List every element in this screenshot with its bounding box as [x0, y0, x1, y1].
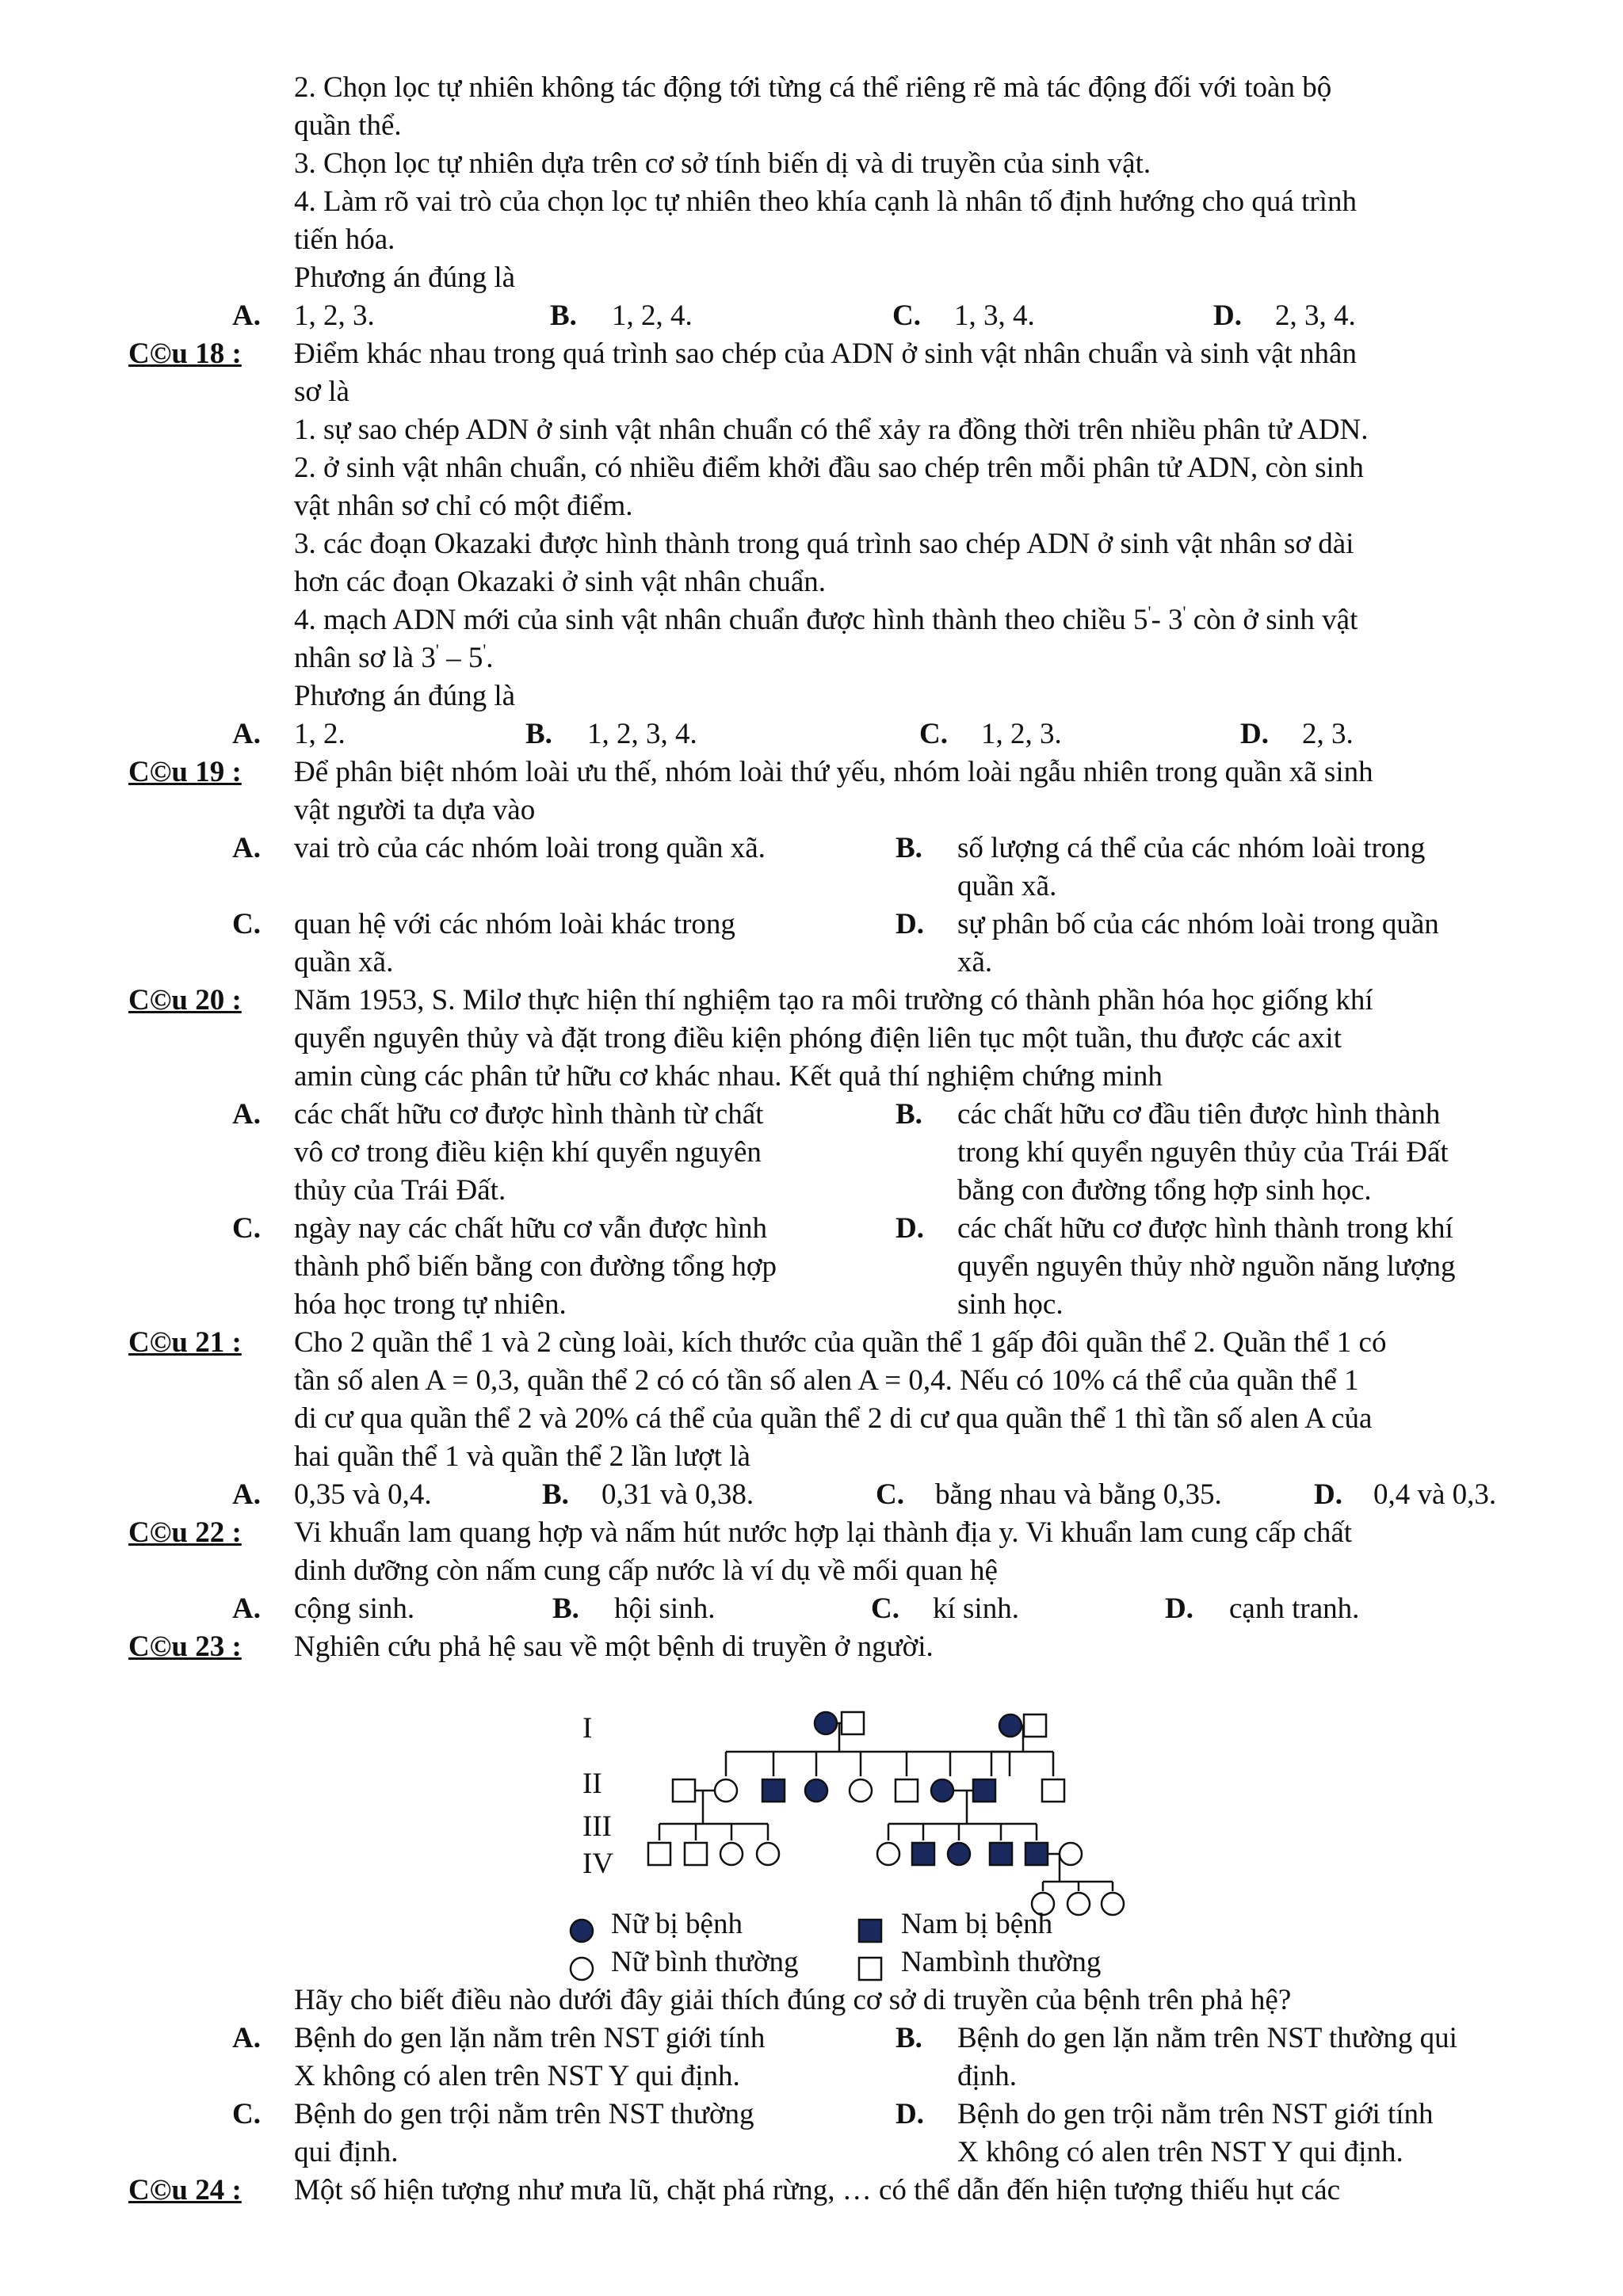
q21-option-a-label: A.	[232, 1478, 261, 1511]
legend-normal-male-label: Nambình thường	[901, 1946, 1102, 1978]
q23-option-a-text: Bệnh do gen lặn nằm trên NST giới tính	[294, 2022, 766, 2054]
q18-option-a-text: 1, 2.	[294, 718, 346, 750]
q19-option-d-label: D.	[896, 908, 924, 940]
generation-label-ii: II	[582, 1768, 602, 1800]
q23-option-c-label: C.	[232, 2098, 261, 2130]
gen3-male-normal-square	[685, 1843, 707, 1865]
question-21-label: C©u 21 :	[128, 1326, 242, 1359]
question-20-stem-cont: quyển nguyên thủy và đặt trong điều kiện phóng điện liên tục một tuần, thu được các axit	[294, 1022, 1342, 1055]
option-c-text: 1, 3, 4.	[954, 299, 1035, 332]
q18-option-a-label: A.	[232, 718, 261, 750]
q23-option-d-label: D.	[896, 2098, 924, 2130]
gen1-female-affected-circle	[815, 1712, 837, 1734]
gen2-male-affected-father-square	[973, 1779, 995, 1802]
legend-normal-female-icon	[571, 1958, 593, 1980]
gen2-female-normal-circle	[715, 1779, 737, 1802]
q20-option-c-text: ngày nay các chất hữu cơ vẫn được hình	[294, 1212, 768, 1245]
gen3-male-affected-square	[912, 1843, 934, 1865]
q18-option-b-text: 1, 2, 3, 4.	[587, 718, 697, 750]
pedigree-legend	[555, 1905, 1030, 1993]
statement-2: 2. Chọn lọc tự nhiên không tác động tới từng cá thể riêng rẽ mà tác động đối với toàn bộ	[294, 71, 1332, 104]
gen1-male-normal-square	[842, 1712, 864, 1734]
gen3-male-normal-square	[648, 1843, 670, 1865]
q20-option-a-text-cont-2: thủy của Trái Đất.	[294, 1174, 506, 1207]
q19-option-a-text: vai trò của các nhóm loài trong quần xã.	[294, 832, 766, 864]
q20-option-a-text-cont: vô cơ trong điều kiện khí quyển nguyên	[294, 1136, 762, 1169]
question-20-stem: Năm 1953, S. Milơ thực hiện thí nghiệm tạo ra môi trường có thành phần hóa học giống khí	[294, 984, 1373, 1016]
q19-option-d-text-cont: xã.	[957, 946, 993, 978]
q18-answer-prompt: Phương án đúng là	[294, 680, 516, 712]
q18-option-c-text: 1, 2, 3.	[981, 718, 1062, 750]
q18-statement-3-cont: hơn các đoạn Okazaki ở sinh vật nhân chuẩn.	[294, 566, 826, 598]
q19-option-b-label: B.	[896, 832, 922, 864]
q20-option-a-text: các chất hữu cơ được hình thành từ chất	[294, 1098, 764, 1131]
question-23-prompt: Hãy cho biết điều nào dưới đây giải thích đúng cơ sở di truyền của bệnh trên phả hệ?	[294, 1984, 1292, 2016]
gen3-female-normal-circle	[720, 1843, 743, 1865]
q21-option-b-label: B.	[542, 1478, 569, 1511]
answer-prompt: Phương án đúng là	[294, 261, 516, 294]
question-22-stem: Vi khuẩn lam quang hợp và nấm hút nước hợp lại thành địa y. Vi khuẩn lam cung cấp chất	[294, 1516, 1353, 1549]
q21-option-a-text: 0,35 và 0,4.	[294, 1478, 432, 1511]
q20-option-b-text-cont: trong khí quyển nguyên thủy của Trái Đất	[957, 1136, 1449, 1169]
statement-4-cont: tiến hóa.	[294, 223, 395, 256]
option-d-label: D.	[1213, 299, 1242, 332]
question-21-stem: Cho 2 quần thể 1 và 2 cùng loài, kích thước của quần thể 1 gấp đôi quần thể 2. Quần thể 1 có	[294, 1326, 1387, 1359]
q20-option-c-label: C.	[232, 1212, 261, 1245]
q22-option-d-text: cạnh tranh.	[1229, 1592, 1360, 1625]
gen3-female-normal-circle	[757, 1843, 779, 1865]
q22-option-d-label: D.	[1165, 1592, 1193, 1625]
q18-statement-2: 2. ở sinh vật nhân chuẩn, có nhiều điểm khởi đầu sao chép trên mỗi phân tử ADN, còn sinh	[294, 452, 1364, 484]
q20-option-b-label: B.	[896, 1098, 922, 1131]
question-18-label: C©u 18 :	[128, 338, 242, 370]
question-21-stem-cont: tần số alen A = 0,3, quần thể 2 có có tần số alen A = 0,4. Nếu có 10% cá thể của quần thể 1	[294, 1364, 1359, 1397]
option-c-label: C.	[892, 299, 921, 332]
q23-option-d-text: Bệnh do gen trội nằm trên NST giới tính	[957, 2098, 1434, 2130]
q23-option-b-label: B.	[896, 2022, 922, 2054]
gen2-male-normal-right-square	[1042, 1779, 1064, 1802]
q21-option-b-text: 0,31 và 0,38.	[601, 1478, 754, 1511]
question-20-stem-cont-2: amin cùng các phân tử hữu cơ khác nhau. Kết quả thí nghiệm chứng minh	[294, 1060, 1163, 1093]
q18-statement-1: 1. sự sao chép ADN ở sinh vật nhân chuẩn có thể xảy ra đồng thời trên nhiều phân tử ADN.	[294, 414, 1369, 446]
q21-option-d-text: 0,4 và 0,3.	[1373, 1478, 1497, 1511]
question-21-stem-cont-2: di cư qua quần thể 2 và 20% cá thể của quần thể 2 di cư qua quần thể 1 thì tần số alen A của	[294, 1402, 1373, 1435]
question-20-label: C©u 20 :	[128, 984, 242, 1016]
generation-label-iv: IV	[582, 1848, 614, 1880]
q18-option-b-label: B.	[525, 718, 552, 750]
gen1-male-normal-right-square	[1024, 1714, 1046, 1737]
legend-affected-female-icon	[571, 1920, 593, 1942]
legend-affected-male-label: Nam bị bệnh	[901, 1908, 1053, 1940]
statement-2-cont: quần thể.	[294, 109, 402, 142]
question-19-stem: Để phân biệt nhóm loài ưu thế, nhóm loài thứ yếu, nhóm loài ngẫu nhiên trong quần xã sinh	[294, 756, 1373, 788]
legend-affected-male-icon	[859, 1920, 881, 1942]
question-22-label: C©u 22 :	[128, 1516, 242, 1549]
gen2-male-affected-square	[762, 1779, 785, 1802]
question-18-stem: Điểm khác nhau trong quá trình sao chép của ADN ở sinh vật nhân chuẩn và sinh vật nhân	[294, 338, 1357, 370]
option-a-label: A.	[232, 299, 261, 332]
q20-option-c-text-cont-2: hóa học trong tự nhiên.	[294, 1288, 567, 1321]
q19-option-c-text-cont: quần xã.	[294, 946, 394, 978]
q19-option-d-text: sự phân bố của các nhóm loài trong quần	[957, 908, 1439, 940]
question-18-stem-cont: sơ là	[294, 376, 349, 408]
q19-option-a-label: A.	[232, 832, 261, 864]
legend-affected-female-label: Nữ bị bệnh	[611, 1908, 743, 1940]
question-21-stem-cont-3: hai quần thể 1 và quần thể 2 lần lượt là	[294, 1440, 750, 1473]
gen3-female-normal-circle	[877, 1843, 899, 1865]
q21-option-c-label: C.	[876, 1478, 904, 1511]
q22-option-b-label: B.	[552, 1592, 579, 1625]
q20-option-d-text-cont-2: sinh học.	[957, 1288, 1064, 1321]
question-23-stem: Nghiên cứu phả hệ sau về một bệnh di truyền ở người.	[294, 1630, 934, 1663]
q20-option-d-text: các chất hữu cơ được hình thành trong khí	[957, 1212, 1453, 1245]
legend-normal-female-label: Nữ bình thường	[611, 1946, 799, 1978]
q23-option-c-text-cont: qui định.	[294, 2136, 399, 2168]
statement-4: 4. Làm rõ vai trò của chọn lọc tự nhiên theo khía cạnh là nhân tố định hướng cho quá trình	[294, 185, 1357, 218]
generation-label-iii: III	[582, 1810, 612, 1843]
gen3-male-affected-parent-square	[1025, 1843, 1048, 1865]
q18-statement-4-cont: nhân sơ là 3' – 5'.	[294, 640, 494, 674]
gen3-female-affected-circle	[948, 1843, 970, 1865]
q20-option-a-label: A.	[232, 1098, 261, 1131]
q18-option-d-text: 2, 3.	[1302, 718, 1354, 750]
option-b-text: 1, 2, 4.	[612, 299, 693, 332]
q19-option-c-text: quan hệ với các nhóm loài khác trong	[294, 908, 735, 940]
option-a-text: 1, 2, 3.	[294, 299, 375, 332]
q23-option-d-text-cont: X không có alen trên NST Y qui định.	[957, 2136, 1403, 2168]
generation-label-i: I	[582, 1712, 593, 1745]
q20-option-c-text-cont: thành phổ biến bằng con đường tổng hợp	[294, 1250, 777, 1283]
q20-option-b-text-cont-2: bằng con đường tổng hợp sinh học.	[957, 1174, 1372, 1207]
q23-option-a-label: A.	[232, 2022, 261, 2054]
q18-option-d-label: D.	[1240, 718, 1269, 750]
q18-statement-4: 4. mạch ADN mới của sinh vật nhân chuẩn được hình thành theo chiều 5'- 3' còn ở sinh vật	[294, 602, 1358, 636]
q18-option-c-label: C.	[919, 718, 948, 750]
gen2-spouse-male-square	[673, 1779, 695, 1802]
statement-3: 3. Chọn lọc tự nhiên dựa trên cơ sở tính biến dị và di truyền của sinh vật.	[294, 147, 1151, 180]
gen2-male-normal-square	[896, 1779, 918, 1802]
q19-option-b-text-cont: quần xã.	[957, 870, 1057, 902]
q22-option-b-text: hội sinh.	[614, 1592, 716, 1625]
q23-option-b-text-cont: định.	[957, 2060, 1018, 2092]
q20-option-d-label: D.	[896, 1212, 924, 1245]
q20-option-d-text-cont: quyển nguyên thủy nhờ nguồn năng lượng	[957, 1250, 1456, 1283]
question-22-stem-cont: dinh dưỡng còn nấm cung cấp nước là ví dụ về mối quan hệ	[294, 1554, 998, 1587]
option-b-label: B.	[550, 299, 577, 332]
q23-option-c-text: Bệnh do gen trội nằm trên NST thường	[294, 2098, 754, 2130]
legend-normal-male-icon	[859, 1958, 881, 1980]
q21-option-d-label: D.	[1314, 1478, 1342, 1511]
gen2-female-affected-mother-circle	[931, 1779, 953, 1802]
option-d-text: 2, 3, 4.	[1275, 299, 1356, 332]
gen4-female-normal-circle	[1102, 1893, 1124, 1915]
question-24-label: C©u 24 :	[128, 2174, 242, 2206]
q23-option-b-text: Bệnh do gen lặn nằm trên NST thường qui	[957, 2022, 1457, 2054]
gen2-female-affected-circle	[805, 1779, 827, 1802]
gen1-female-affected-right-circle	[999, 1714, 1022, 1737]
q18-statement-3: 3. các đoạn Okazaki được hình thành trong quá trình sao chép ADN ở sinh vật nhân sơ dài	[294, 528, 1354, 560]
q18-statement-2-cont: vật nhân sơ chỉ có một điểm.	[294, 490, 633, 522]
q19-option-b-text: số lượng cá thể của các nhóm loài trong	[957, 832, 1426, 864]
question-19-label: C©u 19 :	[128, 756, 242, 788]
question-19-stem-cont: vật người ta dựa vào	[294, 794, 536, 826]
q22-option-c-text: kí sinh.	[933, 1592, 1019, 1625]
gen2-female-normal-circle	[850, 1779, 872, 1802]
q22-option-a-label: A.	[232, 1592, 261, 1625]
gen4-female-normal-circle	[1067, 1893, 1090, 1915]
q19-option-c-label: C.	[232, 908, 261, 940]
question-24-stem: Một số hiện tượng như mưa lũ, chặt phá rừng, … có thể dẫn đến hiện tượng thiếu hụt các	[294, 2174, 1341, 2206]
q22-option-c-label: C.	[871, 1592, 899, 1625]
gen3-male-affected-square	[990, 1843, 1012, 1865]
question-23-label: C©u 23 :	[128, 1630, 242, 1663]
q22-option-a-text: cộng sinh.	[294, 1592, 415, 1625]
q20-option-b-text: các chất hữu cơ đầu tiên được hình thành	[957, 1098, 1441, 1131]
gen3-female-spouse-circle	[1060, 1843, 1082, 1865]
q23-option-a-text-cont: X không có alen trên NST Y qui định.	[294, 2060, 740, 2092]
q21-option-c-text: bằng nhau và bằng 0,35.	[935, 1478, 1222, 1511]
